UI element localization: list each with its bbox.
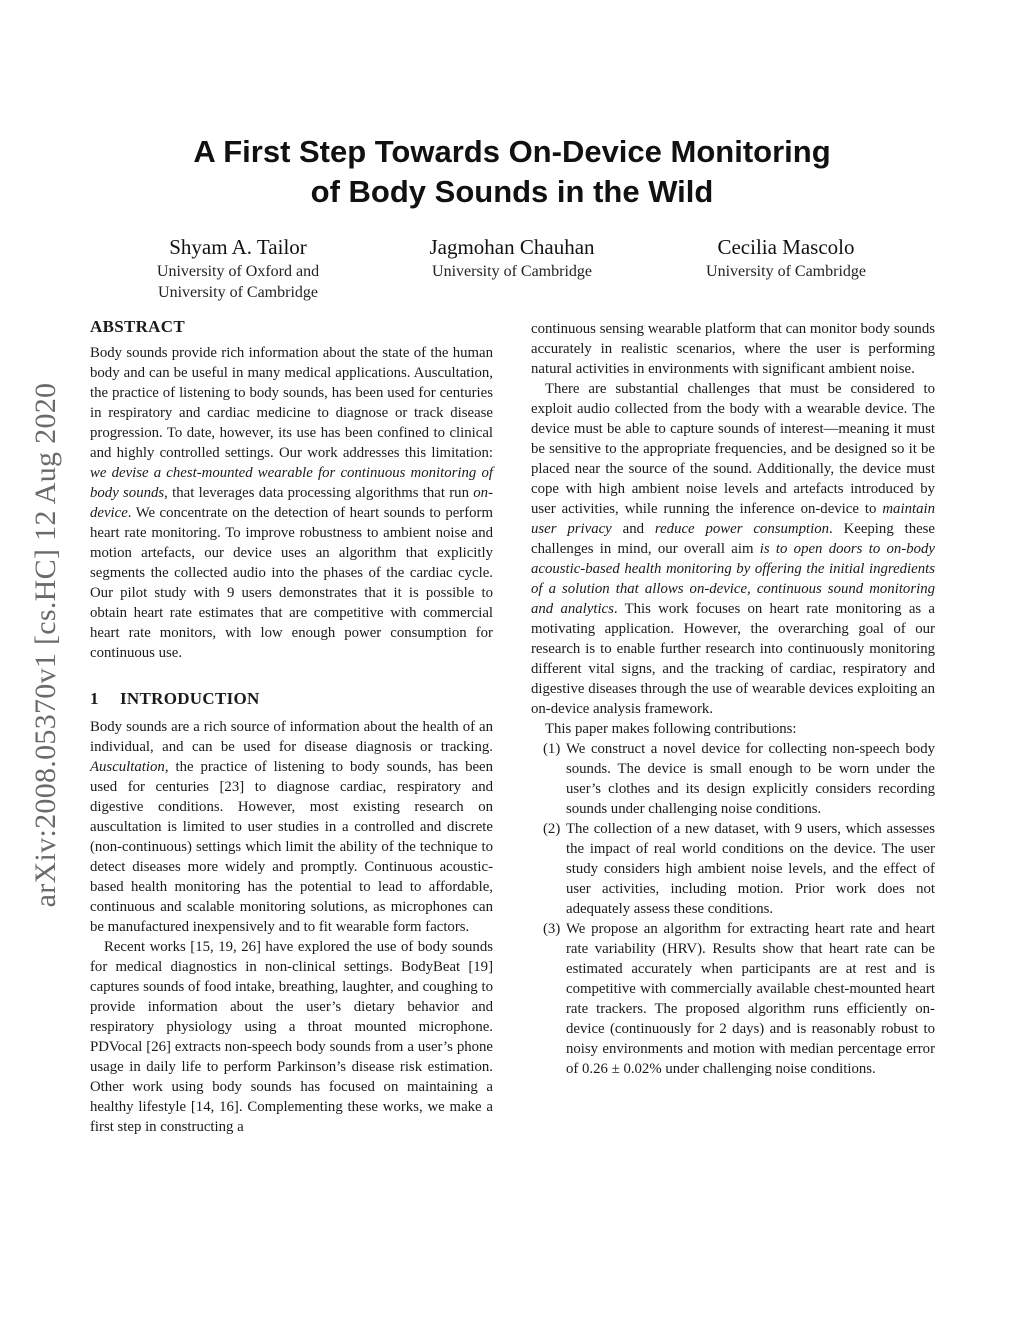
- author-affiliation: University of Cambridge: [432, 263, 592, 280]
- arxiv-id: arXiv:2008.05370v1 [cs.HC] 12 Aug 2020: [29, 382, 62, 908]
- author-name: Shyam A. Tailor: [169, 235, 307, 259]
- title-line-1: A First Step Towards On-Device Monitoring: [193, 134, 831, 169]
- list-item-text: We construct a novel device for collecting non-speech body sounds. The device is small enough to be worn under the user’s clothes and its design explicitly considers recording sounds under challenging noise conditions.: [566, 741, 935, 817]
- section-number: 1: [90, 689, 99, 708]
- intro-paragraph: Body sounds are a rich source of information about the health of an individual, and can be used for disease diagnosis or tracking. Auscultation, the practice of listening to body sounds, has been used for centuries [23] to diagnose cardiac, respiratory and digestive conditions. However, most existing research on auscultation is limited to user studies in a controlled and discrete (non-continuous) settings which limit the ability of the technique to detect diseases more widely and promptly. Continuous acoustic-based health monitoring has the potential to lead to affordable, continuous and scalable monitoring solutions, as microphones can be manufactured inexpensively and to fit wearable form factors.: [90, 719, 493, 935]
- intro-paragraph-continued: continuous sensing wearable platform that can monitor body sounds accurately in realistic scenarios, where the user is performing natural activities in environments with significant ambient noise.: [531, 321, 935, 377]
- contributions-list: [531, 739, 935, 1079]
- list-item: [531, 819, 935, 919]
- arxiv-stamp: [22, 345, 70, 945]
- author-1: [116, 233, 360, 303]
- author-name: Jagmohan Chauhan: [429, 235, 595, 259]
- left-column: [90, 317, 493, 1137]
- list-item: [531, 919, 935, 1079]
- list-item-text: We propose an algorithm for extracting heart rate and heart rate variability (HRV). Results show that heart rate can be estimated accurately when participants are at rest and is competitive with commercially available chest-mounted heart rate trackers. The proposed algorithm runs efficiently on-device (continuously for 2 days) and is reasonably robust to noisy environments and motion with median percentage error of 0.26 ± 0.02% under challenging noise conditions.: [566, 921, 935, 1077]
- section-title: INTRODUCTION: [120, 689, 260, 708]
- intro-paragraph: Recent works [15, 19, 26] have explored the use of body sounds for medical diagnostics in non-clinical settings. BodyBeat [19] captures sounds of food intake, breathing, laughter, and coughing to provide information about the user’s dietary behavior and respiratory physiology using a throat mounted microphone. PDVocal [26] extracts non-speech body sounds from a user’s phone usage in daily life to perform Parkinson’s disease risk estimation. Other work using body sounds has focused on maintaining a healthy lifestyle [14, 16]. Complementing these works, we make a first step in constructing a: [90, 939, 493, 1135]
- list-item: [531, 739, 935, 819]
- list-item-text: The collection of a new dataset, with 9 users, which assesses the impact of real world conditions on the device. The user study considers high ambient noise levels, and the effect of user activities, including motion. Prior work does not adequately assess these conditions.: [566, 821, 935, 917]
- intro-paragraph: There are substantial challenges that must be considered to exploit audio collected from the body with a wearable device. The device must be able to capture sounds of interest—meaning it must be sensitive to the appropriate frequencies, and be designed so it be placed near the source of the sound. Additionally, the device must cope with high ambient noise levels and artefacts introduced by user activities, while running the inference on-device to maintain user privacy and reduce power consumption. Keeping these challenges in mind, our overall aim is to open doors to on-body acoustic-based health monitoring by offering the initial ingredients of a solution that allows on-device, continuous sound monitoring and analytics. This work focuses on heart rate monitoring as a motivating application. However, the overarching goal of our research is to enable further research into continuously monitoring different vital signs, and the tracking of cardiac, respiratory and digestive diseases through the use of wearable devices exploiting an on-device analysis framework.: [531, 381, 935, 717]
- section-heading-introduction: [90, 689, 493, 709]
- list-marker: (1): [543, 741, 561, 757]
- author-name: Cecilia Mascolo: [717, 235, 855, 259]
- author-2: [390, 233, 634, 282]
- author-affiliation: University of Oxford and: [156, 263, 320, 280]
- author-3: [664, 233, 908, 282]
- right-column: [531, 319, 935, 1079]
- list-marker: (3): [543, 921, 561, 937]
- abstract-heading: ABSTRACT: [90, 317, 185, 336]
- author-affiliation: University of Cambridge: [158, 284, 318, 301]
- list-marker: (2): [543, 821, 561, 837]
- title-line-2: of Body Sounds in the Wild: [310, 174, 714, 209]
- paper-title: [100, 132, 924, 212]
- author-affiliation: University of Cambridge: [706, 263, 866, 280]
- abstract-text: Body sounds provide rich information about the state of the human body and can be useful in many medical applications. Auscultation, the practice of listening to body sounds, has been used for centuries in respiratory and cardiac medicine to diagnose or track disease progression. To date, however, its use has been confined to clinical and highly controlled settings. Our work addresses this limitation: we devise a chest-mounted wearable for continuous monitoring of body sounds, that leverages data processing algorithms that run on-device. We concentrate on the detection of heart sounds to perform heart rate monitoring. To improve robustness to ambient noise and motion artefacts, our device uses an algorithm that explicitly segments the collected audio into the phases of the cardiac cycle. Our pilot study with 9 users demonstrates that it is possible to obtain heart rate estimates that are competitive with commercial heart rate monitors, with low enough power consumption for continuous use.: [90, 345, 493, 661]
- contributions-intro: This paper makes following contributions:: [545, 721, 797, 737]
